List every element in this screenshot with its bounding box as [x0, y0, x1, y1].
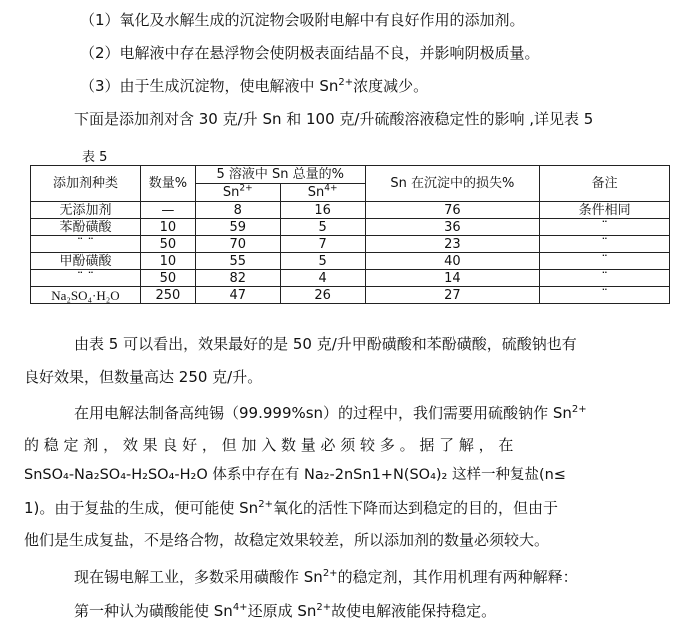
- paragraph-2-line-1: 在用电解法制备高纯锡（99.999%sn）的过程中，我们需要用硫酸钠作 $Sn^{2+}$: [74, 404, 587, 422]
- cell-sn2: 8: [195, 202, 280, 219]
- cell-note: ¨: [540, 287, 670, 304]
- cell-amount: —: [140, 202, 195, 219]
- cell-sn2: 82: [195, 270, 280, 287]
- cell-loss: 14: [365, 270, 540, 287]
- paragraph-2-line-2: 的 稳 定 剂 ， 效 果 良 好 ， 但 加 入 数 量 必 须 较 多 。 据 了 解 ， 在: [24, 436, 514, 454]
- cell-sn4: 5: [280, 219, 365, 236]
- table-caption: 表 5: [82, 150, 108, 165]
- cell-amount: 10: [140, 253, 195, 270]
- cell-additive: 苯酚磺酸: [31, 219, 141, 236]
- cell-loss: 36: [365, 219, 540, 236]
- cell-loss: 27: [365, 287, 540, 304]
- cell-loss: 40: [365, 253, 540, 270]
- list-item-1: （1）氧化及水解生成的沉淀物会吸附电解中有良好作用的添加剂。: [80, 11, 525, 29]
- paragraph-1-line-2: 良好效果，但数量高达 250 克/升。: [24, 368, 263, 386]
- header-sn4: $Sn^{4+}$: [280, 184, 365, 202]
- cell-sn2: 59: [195, 219, 280, 236]
- cell-sn2: 70: [195, 236, 280, 253]
- cell-loss: 76: [365, 202, 540, 219]
- cell-sn4: 16: [280, 202, 365, 219]
- additive-stability-table: [30, 165, 670, 304]
- header-additive: 添加剂种类: [31, 166, 141, 202]
- list-item-2: （2）电解液中存在悬浮物会使阴极表面结晶不良，并影响阴极质量。: [80, 44, 540, 62]
- cell-sn4: 5: [280, 253, 365, 270]
- paragraph-1-line-1: 由表 5 可以看出，效果最好的是 50 克/升甲酚磺酸和苯酚磺酸，硫酸钠也有: [74, 335, 577, 353]
- cell-note: 条件相同: [540, 202, 670, 219]
- cell-note: ¨: [540, 219, 670, 236]
- table-row: [31, 270, 670, 287]
- cell-note: ¨: [540, 253, 670, 270]
- cell-additive: ¨ ¨: [31, 270, 141, 287]
- table-row: [31, 236, 670, 253]
- cell-additive: 甲酚磺酸: [31, 253, 141, 270]
- table-row: [31, 253, 670, 270]
- cell-amount: 10: [140, 219, 195, 236]
- cell-sn2: 47: [195, 287, 280, 304]
- paragraph-3: 现在锡电解工业，多数采用磺酸作 $Sn^{2+}$的稳定剂，其作用机理有两种解释：: [74, 568, 578, 586]
- cell-amount: 50: [140, 236, 195, 253]
- paragraph-2-line-3: SnSO₄-Na₂SO₄-H₂SO₄-H₂O 体系中存在有 Na₂-2nSn1+N(SO₄)₂ 这样一种复盐(n≤: [24, 467, 566, 483]
- paragraph-2-line-5: 他们是生成复盐，不是络合物，故稳定效果较差，所以添加剂的数量必须较大。: [24, 531, 550, 549]
- cell-sn2: 55: [195, 253, 280, 270]
- table-lead-sentence: 下面是添加剂对含 30 克/升 Sn 和 100 克/升硫酸溶液稳定性的影响 ,详见表 5: [74, 110, 594, 128]
- cell-sn4: 4: [280, 270, 365, 287]
- cell-amount: 50: [140, 270, 195, 287]
- cell-sn4: 26: [280, 287, 365, 304]
- table-row: [31, 219, 670, 236]
- paragraph-4: 第一种认为磺酸能使 $Sn^{4+}$还原成 $Sn^{2+}$故使电解液能保持稳定。: [74, 602, 497, 620]
- table-row: [31, 287, 670, 304]
- cell-additive: Na₂SO₄·H₂O: [31, 287, 141, 304]
- header-sn2: $Sn^{2+}$: [195, 184, 280, 202]
- table-row: [31, 202, 670, 219]
- cell-amount: 250: [140, 287, 195, 304]
- cell-note: ¨: [540, 236, 670, 253]
- cell-loss: 23: [365, 236, 540, 253]
- paragraph-2-line-4: 1)。由于复盐的生成，便可能使 $Sn^{2+}$氧化的活性下降而达到稳定的目的，但由于: [24, 499, 558, 517]
- list-item-3: （3）由于生成沉淀物，使电解液中 $Sn^{2+}$浓度减少。: [80, 77, 429, 95]
- header-note: 备注: [540, 166, 670, 202]
- header-amount: 数量%: [140, 166, 195, 202]
- cell-additive: ¨ ¨: [31, 236, 141, 253]
- header-sn-total: 5 溶液中 Sn 总量的%: [195, 166, 365, 184]
- cell-note: ¨: [540, 270, 670, 287]
- header-loss: Sn 在沉淀中的损失%: [365, 166, 540, 202]
- cell-sn4: 7: [280, 236, 365, 253]
- cell-additive: 无添加剂: [31, 202, 141, 219]
